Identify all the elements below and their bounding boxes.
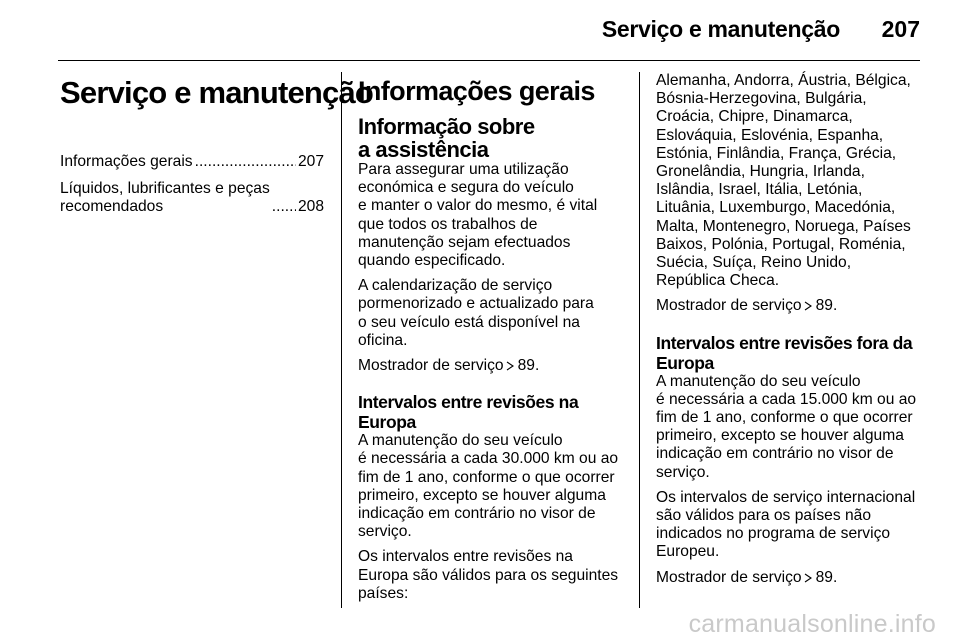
paragraph: Os intervalos de serviço internacional são válidos para os países não indicados no programa de serviço Europeu.	[656, 488, 916, 561]
service-display-reference[interactable]	[358, 357, 620, 375]
paragraph: A manutenção do seu veículo é necessária a cada 15.000 km ou ao fim de 1 ano, conforme o que ocorrer primeiro, excepto se houver alguma indicação em contrário no visor de serviço.	[656, 372, 917, 481]
column-intervals	[656, 72, 922, 594]
toc-entry-label: Informações gerais	[60, 153, 193, 170]
toc-entry-page: 208	[297, 198, 324, 215]
toc-leader-dots	[272, 198, 296, 217]
reference-page: 89.	[815, 297, 838, 315]
paragraph: Os intervalos entre revisões na Europa são válidos para os seguintes países:	[358, 548, 619, 602]
reference-text: Mostrador de serviço	[358, 357, 504, 375]
country-list: Alemanha, Andorra, Áustria, Bélgica, Bósnia-Herzegovina, Bulgária, Croácia, Chipre, Dinamarca, Eslováquia, Eslovénia, Espanha, Estónia, Finlândia, França, Grécia, Gronelândia, Hungria, Irlanda, Islândia, Israel, Itália, Letónia, Lituânia, Luxemburgo, Macedónia, Malta, Montenegro, Noruega, Países Baixos, Polónia, Portugal, Roménia, Suécia, Suíça, Reino Unido, República Checa.	[656, 72, 911, 290]
chapter-title: Serviço e manutenção	[60, 75, 374, 110]
toc-entry-page: 207	[297, 153, 324, 170]
arrow-right-outline-icon	[804, 301, 812, 311]
header-divider	[58, 60, 920, 61]
toc-entry-liquidos[interactable]	[60, 180, 324, 217]
reference-text: Mostrador de serviço	[656, 568, 802, 586]
column-toc	[60, 72, 374, 225]
reference-page: 89.	[517, 357, 540, 375]
header-title: Serviço e manutenção	[601, 16, 840, 42]
paragraph: Para assegurar uma utilização económica e segura do veículo e manter o valor do mesmo, é vital que todos os trabalhos de manutenção sejam efectuados quando especificado.	[358, 161, 598, 270]
service-display-reference[interactable]	[656, 569, 922, 587]
subsection-title-europe-intervals: Intervalos entre revisões na Europa	[358, 392, 579, 433]
subsection-title-assistance: Informação sobre a assistência	[358, 114, 535, 162]
arrow-right-outline-icon	[506, 361, 514, 371]
watermark: carmanualsonline.info	[688, 610, 936, 638]
column-general-info	[358, 72, 620, 610]
toc-leader-dots	[195, 153, 296, 172]
column-divider-2	[639, 72, 640, 608]
table-of-contents	[60, 153, 324, 217]
subsection-title-outside-europe: Intervalos entre revisões fora da Europa	[656, 332, 913, 373]
paragraph: A calendarização de serviço pormenorizado e actualizado para o seu veículo está disponível na oficina.	[358, 277, 594, 349]
reference-page: 89.	[815, 568, 838, 586]
page-number: 207	[881, 16, 920, 42]
toc-entry-label: Líquidos, lubrificantes e peças recomendados	[60, 179, 270, 215]
section-title: Informações gerais	[358, 76, 595, 106]
reference-text: Mostrador de serviço	[656, 297, 802, 315]
toc-entry-informacoes-gerais[interactable]	[60, 153, 324, 172]
arrow-right-outline-icon	[804, 573, 812, 583]
column-divider-1	[341, 72, 342, 608]
paragraph: A manutenção do seu veículo é necessária a cada 30.000 km ou ao fim de 1 ano, conforme o que ocorrer primeiro, excepto se houver alguma indicação em contrário no visor de serviço.	[358, 432, 619, 541]
service-display-reference[interactable]	[656, 297, 922, 315]
